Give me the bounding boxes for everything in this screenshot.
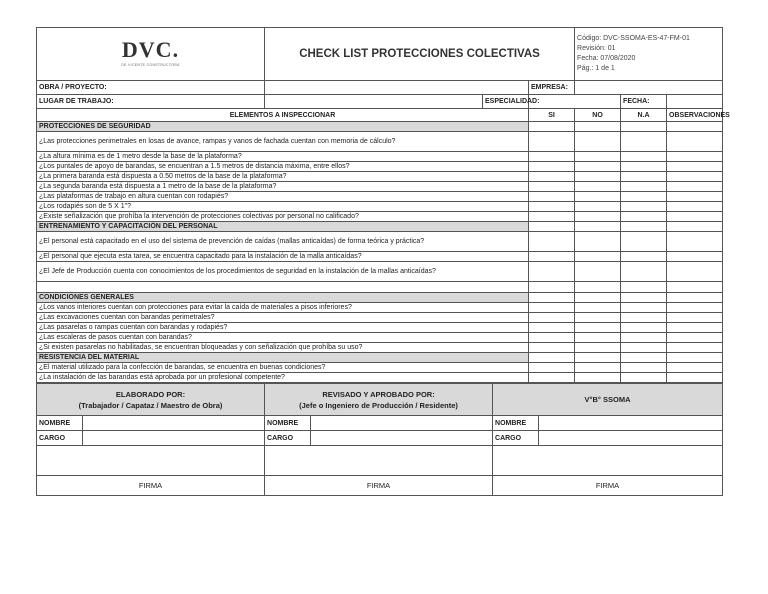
empresa-label: EMPRESA: [529,81,575,95]
check-si[interactable] [529,202,575,212]
check-no[interactable] [575,152,621,162]
section-no-cell [575,293,621,303]
checklist-item: ¿El Jefe de Producción cuenta con conocimientos de los procedimientos de seguridad en la instalación de la mallas anticaídas? [37,262,529,282]
check-si[interactable] [529,282,575,293]
checklist-form [36,27,730,496]
section-title: RESISTENCIA DEL MATERIAL [37,353,529,363]
check-no[interactable] [575,132,621,152]
section-na-cell [621,293,667,303]
check-no[interactable] [575,192,621,202]
firma-label-3: FIRMA [493,476,723,496]
nombre-field-2[interactable] [311,416,493,431]
firma-label-2: FIRMA [265,476,493,496]
section-obs-cell [667,222,723,232]
vobo-header: V°B° SSOMA [493,384,723,416]
section-si-cell [529,353,575,363]
section-obs-cell [667,122,723,132]
elaborado-title: ELABORADO POR: [115,389,186,399]
fecha-field[interactable] [667,95,723,109]
section-si-cell [529,222,575,232]
check-no[interactable] [575,182,621,192]
check-no[interactable] [575,172,621,182]
checklist-item: ¿Los rodapiés son de 5 X 1"? [37,202,529,212]
observation-field[interactable] [667,323,723,333]
observation-field[interactable] [667,152,723,162]
section-na-cell [621,353,667,363]
revisado-title: REVISADO Y APROBADO POR: [322,389,435,399]
checklist-item: ¿El personal está capacitado en el uso del sistema de prevención de caídas (mallas anticaídas) de forma teórica y práctica? [37,232,529,252]
check-si[interactable] [529,252,575,262]
check-na[interactable] [621,262,667,282]
section-si-cell [529,293,575,303]
checklist-item: ¿El personal que ejecuta esta tarea, se encuentra capacitado para la instalación de la malla anticaídas? [37,252,529,262]
check-si[interactable] [529,182,575,192]
signature-box-1[interactable] [37,446,265,476]
check-no[interactable] [575,252,621,262]
signature-table [36,383,723,496]
observation-field[interactable] [667,282,723,293]
column-si: SI [529,109,575,122]
cargo-field-3[interactable] [539,431,723,446]
check-na[interactable] [621,313,667,323]
nombre-field-1[interactable] [83,416,265,431]
check-si[interactable] [529,323,575,333]
especialidad-field[interactable] [529,95,621,109]
observation-field[interactable] [667,192,723,202]
cargo-label: CARGO [493,431,539,446]
check-na[interactable] [621,132,667,152]
elaborado-subtitle: (Trabajador / Capataz / Maestro de Obra) [78,400,223,410]
checklist-item: ¿La primera baranda está dispuesta a 0.50 metros de la base de la plataforma? [37,172,529,182]
section-title: CONDICIONES GENERALES [37,293,529,303]
check-si[interactable] [529,343,575,353]
lugar-label: LUGAR DE TRABAJO: [37,95,265,109]
check-si[interactable] [529,152,575,162]
check-na[interactable] [621,373,667,383]
company-logo [37,28,265,81]
lugar-field[interactable] [265,95,483,109]
empresa-field[interactable] [575,81,723,95]
check-na[interactable] [621,363,667,373]
check-si[interactable] [529,172,575,182]
check-si[interactable] [529,162,575,172]
check-na[interactable] [621,323,667,333]
check-na[interactable] [621,182,667,192]
check-na[interactable] [621,343,667,353]
section-si-cell [529,122,575,132]
observation-field[interactable] [667,172,723,182]
check-na[interactable] [621,192,667,202]
column-no: NO [575,109,621,122]
logo-text: DVC. [121,36,180,62]
checklist-item: ¿La segunda baranda está dispuesta a 1 metro de la base de la plataforma? [37,182,529,192]
observation-field[interactable] [667,262,723,282]
observation-field[interactable] [667,363,723,373]
check-si[interactable] [529,232,575,252]
observation-field[interactable] [667,303,723,313]
check-si[interactable] [529,303,575,313]
check-si[interactable] [529,373,575,383]
form-title: CHECK LIST PROTECCIONES COLECTIVAS [265,28,575,81]
observation-field[interactable] [667,343,723,353]
check-no[interactable] [575,303,621,313]
document-code: Código: DVC-SSOMA-ES-47-FM-01 [577,35,690,42]
checklist-item: ¿Las plataformas de trabajo en altura cuentan con rodapiés? [37,192,529,202]
check-si[interactable] [529,262,575,282]
firma-label-1: FIRMA [37,476,265,496]
nombre-field-3[interactable] [539,416,723,431]
logo-subtext: DE VICENTE CONSTRUCTORA [121,62,180,67]
observation-field[interactable] [667,232,723,252]
check-si[interactable] [529,212,575,222]
checklist-item: ¿Los puntales de apoyo de barandas, se encuentran a 1.5 metros de distancia máxima, entre ellos? [37,162,529,172]
check-na[interactable] [621,162,667,172]
section-na-cell [621,222,667,232]
check-no[interactable] [575,313,621,323]
check-na[interactable] [621,152,667,162]
check-na[interactable] [621,212,667,222]
checklist-item: ¿Las escaleras de pasos cuentan con barandas? [37,333,529,343]
checklist-item: ¿El material utilizado para la confección de barandas, se encuentra en buenas condiciones? [37,363,529,373]
elaborado-header [37,384,265,416]
check-na[interactable] [621,303,667,313]
observation-field[interactable] [667,373,723,383]
section-obs-cell [667,293,723,303]
checklist-item: ¿Las protecciones perimetrales en losas de avance, rampas y vanos de fachada cuentan con memoria de cálculo? [37,132,529,152]
check-na[interactable] [621,333,667,343]
observation-field[interactable] [667,202,723,212]
checklist-item: ¿Existe señalización que prohíba la intervención de protecciones colectivas por personal no calificado? [37,212,529,222]
cargo-label: CARGO [37,431,83,446]
document-page: Pág.: 1 de 1 [577,65,615,72]
check-na[interactable] [621,232,667,252]
observation-field[interactable] [667,212,723,222]
column-elementos: ELEMENTOS A INSPECCIONAR [37,109,529,122]
blank-item [37,282,529,293]
check-na[interactable] [621,172,667,182]
section-no-cell [575,353,621,363]
obra-label: OBRA / PROYECTO: [37,81,265,95]
checklist-item: ¿Las pasarelas o rampas cuentan con barandas y rodapiés? [37,323,529,333]
check-no[interactable] [575,323,621,333]
observation-field[interactable] [667,333,723,343]
especialidad-label: ESPECIALIDAD: [483,95,529,109]
checklist-table [36,27,730,383]
check-no[interactable] [575,262,621,282]
section-no-cell [575,222,621,232]
section-title: PROTECCIONES DE SEGURIDAD [37,122,529,132]
check-no[interactable] [575,202,621,212]
signature-box-2[interactable] [265,446,493,476]
nombre-label: NOMBRE [493,416,539,431]
check-no[interactable] [575,162,621,172]
check-no[interactable] [575,373,621,383]
check-no[interactable] [575,232,621,252]
cargo-field-2[interactable] [311,431,493,446]
observation-field[interactable] [667,162,723,172]
check-si[interactable] [529,363,575,373]
observation-field[interactable] [667,252,723,262]
cargo-field-1[interactable] [83,431,265,446]
obra-field[interactable] [265,81,529,95]
section-no-cell [575,122,621,132]
checklist-item: ¿Los vanos interiores cuentan con protecciones para evitar la caída de materiales a pisos inferiores? [37,303,529,313]
nombre-label: NOMBRE [265,416,311,431]
check-na[interactable] [621,252,667,262]
document-code-block [575,28,723,81]
checklist-item: ¿La instalación de las barandas está aprobada por un profesional competente? [37,373,529,383]
check-si[interactable] [529,132,575,152]
check-no[interactable] [575,212,621,222]
check-si[interactable] [529,333,575,343]
check-na[interactable] [621,282,667,293]
section-obs-cell [667,353,723,363]
observation-field[interactable] [667,132,723,152]
document-revision: Revisión: 01 [577,45,616,52]
checklist-item: ¿Las excavaciones cuentan con barandas perimetrales? [37,313,529,323]
section-title: ENTRENAMIENTO Y CAPACITACIÓN DEL PERSONAL [37,222,529,232]
document-date: Fecha: 07/08/2020 [577,55,636,62]
signature-box-3[interactable] [493,446,723,476]
check-no[interactable] [575,343,621,353]
section-na-cell [621,122,667,132]
check-na[interactable] [621,202,667,212]
check-no[interactable] [575,333,621,343]
check-si[interactable] [529,192,575,202]
column-na: N.A [621,109,667,122]
nombre-label: NOMBRE [37,416,83,431]
check-no[interactable] [575,363,621,373]
check-no[interactable] [575,282,621,293]
checklist-item: ¿La altura mínima es de 1 metro desde la base de la plataforma? [37,152,529,162]
revisado-subtitle: (Jefe o Ingeniero de Producción / Residente) [299,400,458,410]
observation-field[interactable] [667,313,723,323]
column-observaciones: OBSERVACIONES [667,109,723,122]
check-si[interactable] [529,313,575,323]
checklist-item: ¿Si existen pasarelas no habilitadas, se encuentran bloqueadas y con señalización que prohíba su uso? [37,343,529,353]
fecha-label: FECHA: [621,95,667,109]
revisado-header [265,384,493,416]
observation-field[interactable] [667,182,723,192]
cargo-label: CARGO [265,431,311,446]
